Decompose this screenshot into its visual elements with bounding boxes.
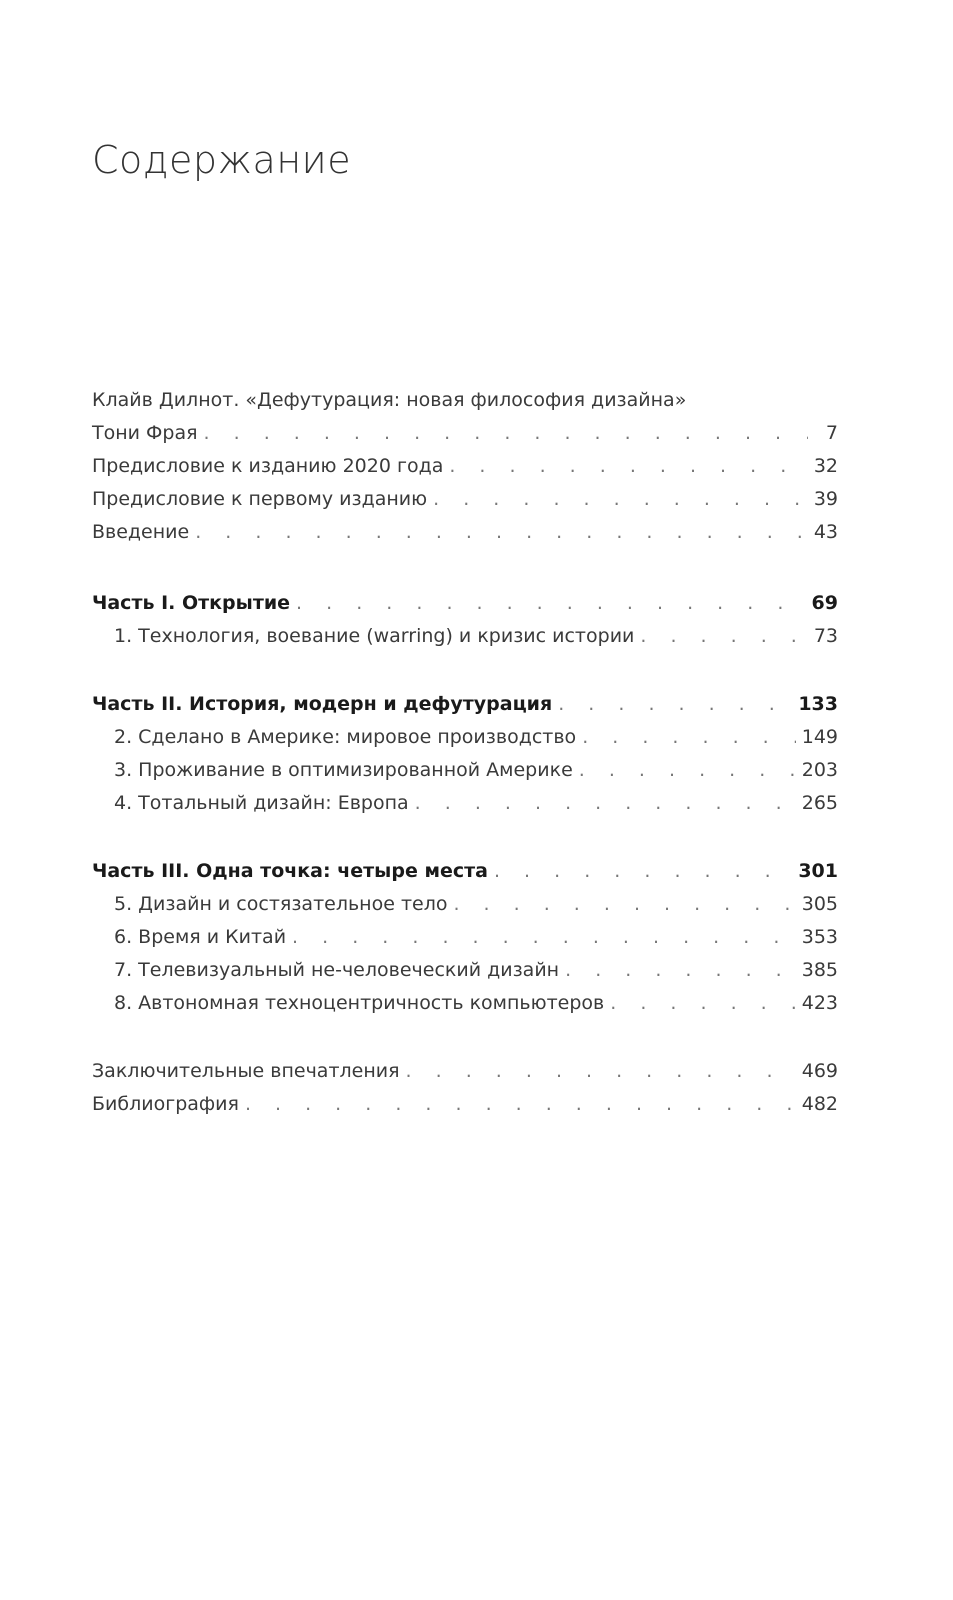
toc-label: 5. Дизайн и состязательное тело [114, 893, 448, 915]
toc-chapter[interactable] [92, 921, 838, 954]
toc-chapter[interactable] [92, 787, 838, 820]
toc-label: Часть II. История, модерн и дефутурация [92, 693, 553, 715]
toc-page-number: 385 [801, 959, 838, 981]
toc-label: Предисловие к изданию 2020 года [92, 455, 444, 477]
toc-label: Часть III. Одна точка: четыре места [92, 860, 488, 882]
toc-page-number: 149 [801, 726, 838, 748]
toc-entry-bibliography[interactable] [92, 1088, 838, 1121]
toc-label: Часть I. Открытие [92, 592, 291, 614]
toc-page-number: 43 [813, 521, 838, 543]
page-title: Содержание [92, 138, 352, 182]
leader-dots [433, 483, 808, 516]
toc-label: 1. Технология, воевание (warring) и кризис истории [114, 625, 635, 647]
toc-page-number: 39 [813, 488, 838, 510]
table-of-contents [92, 384, 838, 1121]
toc-part-1[interactable] [92, 587, 838, 620]
toc-page-number: 265 [801, 792, 838, 814]
leader-dots [453, 888, 795, 921]
leader-dots [558, 688, 792, 721]
toc-label: 3. Проживание в оптимизированной Америке [114, 759, 573, 781]
toc-chapter[interactable] [92, 721, 838, 754]
toc-page-number: 423 [801, 992, 838, 1014]
leader-dots [245, 1088, 796, 1121]
toc-entry-foreword-heading [92, 384, 838, 417]
toc-entry-conclusion[interactable] [92, 1055, 838, 1088]
toc-page-number: 469 [801, 1060, 838, 1082]
leader-dots [406, 1055, 796, 1088]
toc-chapter[interactable] [92, 987, 838, 1020]
leader-dots [204, 417, 808, 450]
toc-page-number: 32 [813, 455, 838, 477]
leader-dots [582, 721, 796, 754]
toc-label: Клайв Дилнот. «Дефутурация: новая философия дизайна» [92, 389, 687, 411]
toc-part-2[interactable] [92, 688, 838, 721]
leader-dots [195, 516, 808, 549]
toc-page-number: 133 [798, 693, 838, 715]
toc-label: Тони Фрая [92, 422, 198, 444]
toc-label: Библиография [92, 1093, 239, 1115]
toc-page-number: 73 [813, 625, 838, 647]
toc-page-number: 305 [801, 893, 838, 915]
toc-page-number: 301 [798, 860, 838, 882]
toc-entry[interactable] [92, 450, 838, 483]
leader-dots [610, 987, 795, 1020]
toc-entry[interactable] [92, 516, 838, 549]
toc-page-number: 7 [825, 422, 838, 444]
toc-entry[interactable] [92, 417, 838, 450]
toc-part-3[interactable] [92, 855, 838, 888]
toc-page-number: 482 [801, 1093, 838, 1115]
toc-page-number: 203 [801, 759, 838, 781]
toc-chapter[interactable] [92, 888, 838, 921]
toc-label: 7. Телевизуальный не-человеческий дизайн [114, 959, 560, 981]
leader-dots [296, 587, 806, 620]
leader-dots [415, 787, 796, 820]
leader-dots [579, 754, 796, 787]
toc-label: Заключительные впечатления [92, 1060, 400, 1082]
toc-label: 8. Автономная техноцентричность компьютеров [114, 992, 605, 1014]
leader-dots [292, 921, 796, 954]
leader-dots [640, 620, 807, 653]
toc-page-number: 69 [811, 592, 838, 614]
toc-chapter[interactable] [92, 620, 838, 653]
toc-label: 6. Время и Китай [114, 926, 287, 948]
toc-entry[interactable] [92, 483, 838, 516]
leader-dots [449, 450, 807, 483]
leader-dots [565, 954, 796, 987]
toc-label: 4. Тотальный дизайн: Европа [114, 792, 409, 814]
toc-chapter[interactable] [92, 754, 838, 787]
toc-label: Предисловие к первому изданию [92, 488, 428, 510]
toc-label: 2. Сделано в Америке: мировое производство [114, 726, 577, 748]
toc-label: Введение [92, 521, 190, 543]
leader-dots [494, 855, 792, 888]
toc-chapter[interactable] [92, 954, 838, 987]
toc-page-number: 353 [801, 926, 838, 948]
